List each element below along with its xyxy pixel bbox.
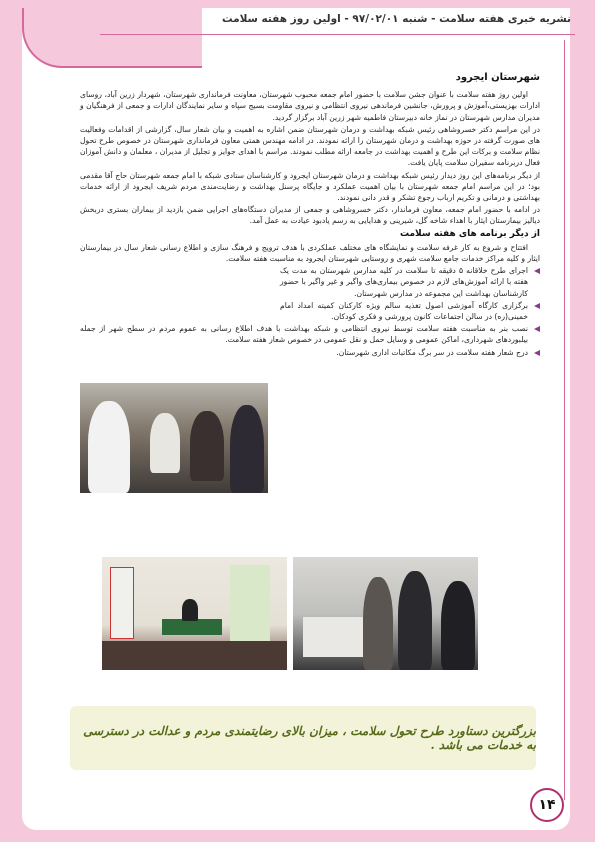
bullet-item: برگزاری کارگاه آموزشی اصول تغذیه سالم ویژه کارکنان کمیته امداد امام خمینی(ره) در سالن اجتماعات کانون پرورشی و فکری کودکان.: [280, 300, 540, 322]
bullet-item: درج شعار هفته سلامت در سر برگ مکاتبات اداری شهرستان.: [80, 347, 540, 358]
slogan-text: بزرگترین دستاورد طرح تحول سلامت ، میزان بالای رضایتمندی مردم و عدالت در دسترسی به خدمات می باشد .: [83, 724, 536, 752]
bullet-item: نصب بنر به مناسبت هفته سلامت توسط نیروی انتظامی و شبکه بهداشت با هدف اطلاع رسانی به عموم مردم در سطح شهر از جمله بیلبوردهای شهرداری، اماکن عمومی و وسایل حمل و نقل عمومی در خصوص شعار هفته سلامت.: [80, 323, 540, 345]
article-paragraph: در ادامه با حضور امام جمعه، معاون فرماندار، دکتر خسروشاهی و جمعی از مدیران دستگاه‌های اجرایی ضمن بازدید از بیماران بستری دربخش دیالیز بیمارستان ایثار با اهداء شاخه گل، شیرینی و هدایایی به رسم یادبود عیادت به عمل آمد.: [80, 205, 540, 226]
bullet-item: اجرای طرح خلاقانه ۵ دقیقه تا سلامت در کلیه مدارس شهرستان به مدت یک هفته با ارائه آموزش‌های لازم در خصوص بیماری‌های واگیر و غیر واگیر با حضور کارشناسان بهداشت این مجموعه در مدارس شهرستان.: [280, 265, 540, 299]
article-paragraph: اولین روز هفته سلامت با عنوان جشن سلامت با حضور امام جمعه محبوب شهرستان، معاونت فرمانداری شهرستان، شهردار زرین آباد، روسای ادارات بهزیستی،آموزش و پرورش، جانشین فرماندهی نیروی انتظامی و نیروی مقاومت بسیج سپاه و سایر نمایندگان ادارات و جمعی از فرهنگیان و مدیران مدارس شهرستان در نماز خانه دبیرستان فاطمیه شهر زرین آباد برگزار گردید.: [80, 90, 540, 122]
article-paragraph: از دیگر برنامه‌های این روز دیدار رئیس شبکه بهداشت و درمان شهرستان ایجرود و کارشناسان ستادی شبکه با امام جمعه شهرستان حاج آقا مقدمی بود؛ در این مراسم امام جمعه شهرستان با بیان اهمیت عملکرد و جایگاه پرسنل بهداشت و رضایت‌مندی مردم شریف ایجرود از ارائه خدمات بهداشتی و درمانی و تکریم ارباب رجوع تشکر و قدر دانی نمودند.: [80, 170, 540, 203]
slogan-banner: [70, 706, 536, 770]
corner-decoration: [22, 8, 202, 68]
article: [80, 72, 540, 359]
sub-heading: از دیگر برنامه های هفته سلامت: [399, 228, 540, 239]
header-divider: [100, 34, 575, 35]
margin-rule: [564, 40, 565, 800]
page-number: ۱۴: [530, 788, 564, 822]
article-paragraph: افتتاح و شروع به کار غرفه سلامت و نمایشگاه های مختلف عملکردی با هدف ترویج و فرهنگ سازی و اطلاع رسانی شعار سال در بیمارستان ایثار و کلیه مراکز خدمات جامع سلامت شهری و روستایی شهرستان ایجرود به مناسبت هفته سلامت.: [80, 242, 540, 264]
photo-meeting: [80, 383, 268, 493]
newsletter-header: نشریه خبری هفته سلامت - شنبه ۹۷/۰۲/۰۱ - اولین روز هفته سلامت: [221, 13, 571, 25]
article-paragraph: در این مراسم دکتر خسروشاهی رئیس شبکه بهداشت و درمان شهرستان ضمن اشاره به اهمیت و بیان شعار سال، گزارشی از اقدامات وفعالیت های صورت گرفته در حوزه بهداشت و درمان شهرستان را ارائه نمودند. در ادامه مهندس همتی معاون فرمانداری شهرستان در خصوص طرح تحول نظام سلامت و برکات این طرح و اهمیت بهداشت در جامعه ارائه مطلب نمودند. مراسم با اهدای جوایز و تجلیل از مدیران ، معلمان و دانش آموزان فعال دربرنامه سفیران سلامت پایان یافت.: [80, 124, 540, 168]
photo-hospital-visit: [293, 557, 478, 670]
article-heading: شهرستان ایجرود: [455, 72, 540, 83]
photo-workshop: [102, 557, 287, 670]
